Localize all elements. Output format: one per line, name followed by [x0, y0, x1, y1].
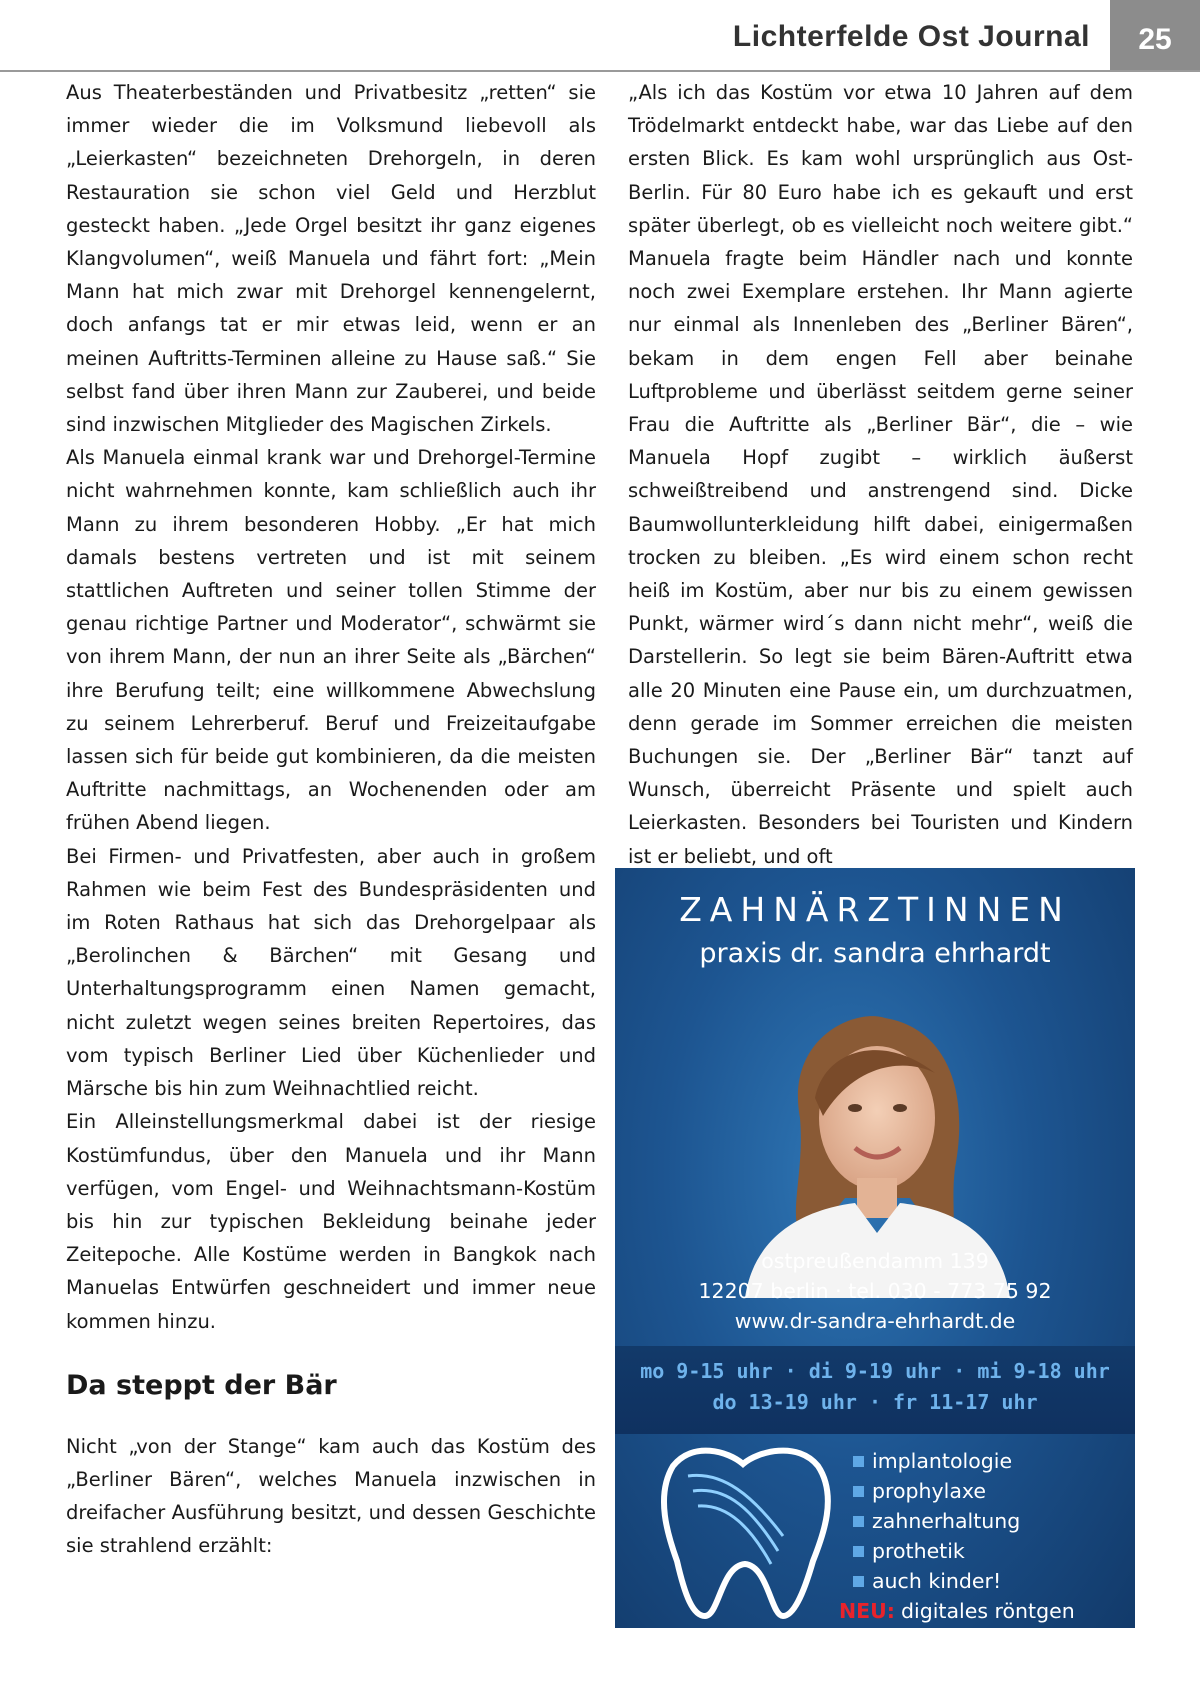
service-item: prothetik: [853, 1536, 1133, 1566]
article-left-column: [66, 76, 596, 1563]
tooth-icon: [633, 1436, 853, 1621]
section-heading: Da steppt der Bär: [66, 1369, 337, 1401]
hours-line: mo 9-15 uhr · di 9-19 uhr · mi 9-18 uhr: [640, 1359, 1110, 1383]
article-paragraph: Nicht „von der Stange“ kam auch das Kostüm des „Berliner Bären“, welches Manuela inzwischen in dreifacher Ausführung besitzt, und dessen Geschichte sie strahlend erzählt:: [66, 1434, 596, 1558]
article-paragraph: Aus Theaterbeständen und Privatbesitz „retten“ sie immer wieder die im Volksmund liebevoll als „Leierkasten“ bezeichneten Drehorgeln, in deren Restauration sie schon viel Geld und Herzblut gesteckt haben. „Jede Orgel besitzt ihr ganz eigenes Klangvolumen“, weiß Manuela und fährt fort: „Mein Mann hat mich zwar mit Drehorgel kennengelernt, doch anfangs tat er mir etwas leid, wenn er an meinen Auftritts-Terminen alleine zu Hause saß.“ Sie selbst fand über ihren Mann zur Zauberei, und beide sind inzwischen Mitglieder des Magischen Zirkels.: [66, 81, 596, 437]
article-right-column: [628, 76, 1133, 873]
dentist-advertisement: [615, 868, 1135, 1628]
bullet-icon: [853, 1516, 864, 1527]
service-item: zahnerhaltung: [853, 1506, 1133, 1536]
journal-title: Lichterfelde Ost Journal: [732, 20, 1090, 53]
ad-opening-hours: [615, 1346, 1135, 1434]
bullet-icon: [853, 1456, 864, 1467]
hours-line: do 13-19 uhr · fr 11-17 uhr: [712, 1390, 1038, 1414]
service-item-new: NEU: digitales röntgen: [839, 1596, 1133, 1626]
new-label: NEU:: [839, 1599, 896, 1623]
service-item: prophylaxe: [853, 1476, 1133, 1506]
page-number: 25: [1110, 0, 1200, 70]
ad-website[interactable]: www.dr-sandra-ehrhardt.de: [734, 1309, 1016, 1333]
bullet-icon: [853, 1486, 864, 1497]
header-rule: [0, 70, 1200, 72]
ad-address: [615, 1246, 1135, 1336]
ad-city-phone: 12207 berlin · tel. 030 - 773 75 92: [698, 1279, 1052, 1303]
article-paragraph: Bei Firmen- und Privatfesten, aber auch in großem Rahmen wie beim Fest des Bundespräsidenten und im Roten Rathaus hat sich das Drehorgelpaar als „Berolinchen & Bärchen“ mit Gesang und Unterhaltungsprogramm einen Namen gemacht, nicht zuletzt wegen seines breiten Repertoires, das vom typisch Berliner Lied über Küchenlieder und Märsche bis hin zum Weihnachtlied reicht.: [66, 844, 596, 1101]
bullet-icon: [853, 1576, 864, 1587]
ad-subtitle: praxis dr. sandra ehrhardt: [699, 938, 1051, 969]
service-item: auch kinder!: [853, 1566, 1133, 1596]
ad-services-list: [839, 1446, 1133, 1626]
service-item: implantologie: [853, 1446, 1133, 1476]
article-paragraph: Als Manuela einmal krank war und Drehorgel-Termine nicht wahrnehmen konnte, kam schließlich auch ihr Mann zu ihrem besonderen Hobby. „Er hat mich damals bestens vertreten und ist mit seinem stattlichen Auftreten und seiner tollen Stimme der genau richtige Partner und Moderator“, schwärmt sie von ihrem Mann, der nun an ihrer Seite als „Bärchen“ ihre Berufung teilt; eine willkommene Abwechslung zu seinem Lehrerberuf. Beruf und Freizeitaufgabe lassen sich für beide gut kombinieren, da die meisten Auftritte nachmittags, an Wochenenden oder am frühen Abend liegen.: [66, 446, 596, 835]
article-paragraph: „Als ich das Kostüm vor etwa 10 Jahren auf dem Trödelmarkt entdeckt habe, war das Liebe auf den ersten Blick. Es kam wohl ursprünglich aus Ost-Berlin. Für 80 Euro habe ich es gekauft und erst später überlegt, ob es vielleicht noch weitere gibt.“ Manuela fragte beim Händler nach und konnte noch zwei Exemplare erstehen. Ihr Mann agierte nur einmal als Innenleben des „Berliner Bären“, bekam in dem engen Fell aber beinahe Luftprobleme und überlässt seitdem gerne seiner Frau die Auftritte als „Berliner Bär“, die – wie Manuela Hopf zugibt – wirklich äußerst schweißtreibend und anstrengend sind. Dicke Baumwollunterkleidung hilft dabei, einigermaßen trocken zu bleiben. „Es wird einem schon recht heiß im Kostüm, aber nur bis zu einem gewissen Punkt, wärmer wird´s dann nicht mehr“, weiß die Darstellerin. So legt sie beim Bären-Auftritt etwa alle 20 Minuten eine Pause ein, um durchzuatmen, denn gerade im Sommer erreichen die meisten Buchungen sie. Der „Berliner Bär“ tanzt auf Wunsch, überreicht Präsente und spielt auch Leierkasten. Besonders bei Touristen und Kindern ist er beliebt, und oft: [628, 81, 1133, 868]
ad-title: ZAHNÄRZTINNEN: [679, 890, 1071, 929]
page-header: [0, 18, 1200, 62]
article-paragraph: Ein Alleinstellungsmerkmal dabei ist der riesige Kostümfundus, über den Manuela und ihr Mann verfügen, vom Engel- und Weihnachtsmann-Kostüm bis hin zur typischen Bekleidung beinahe jeder Zeitepoche. Alle Kostüme werden in Bangkok nach Manuelas Entwürfen geschneidert und immer neue kommen hinzu.: [66, 1110, 596, 1333]
bullet-icon: [853, 1546, 864, 1557]
ad-street: ostpreußendamm 139: [761, 1249, 989, 1273]
